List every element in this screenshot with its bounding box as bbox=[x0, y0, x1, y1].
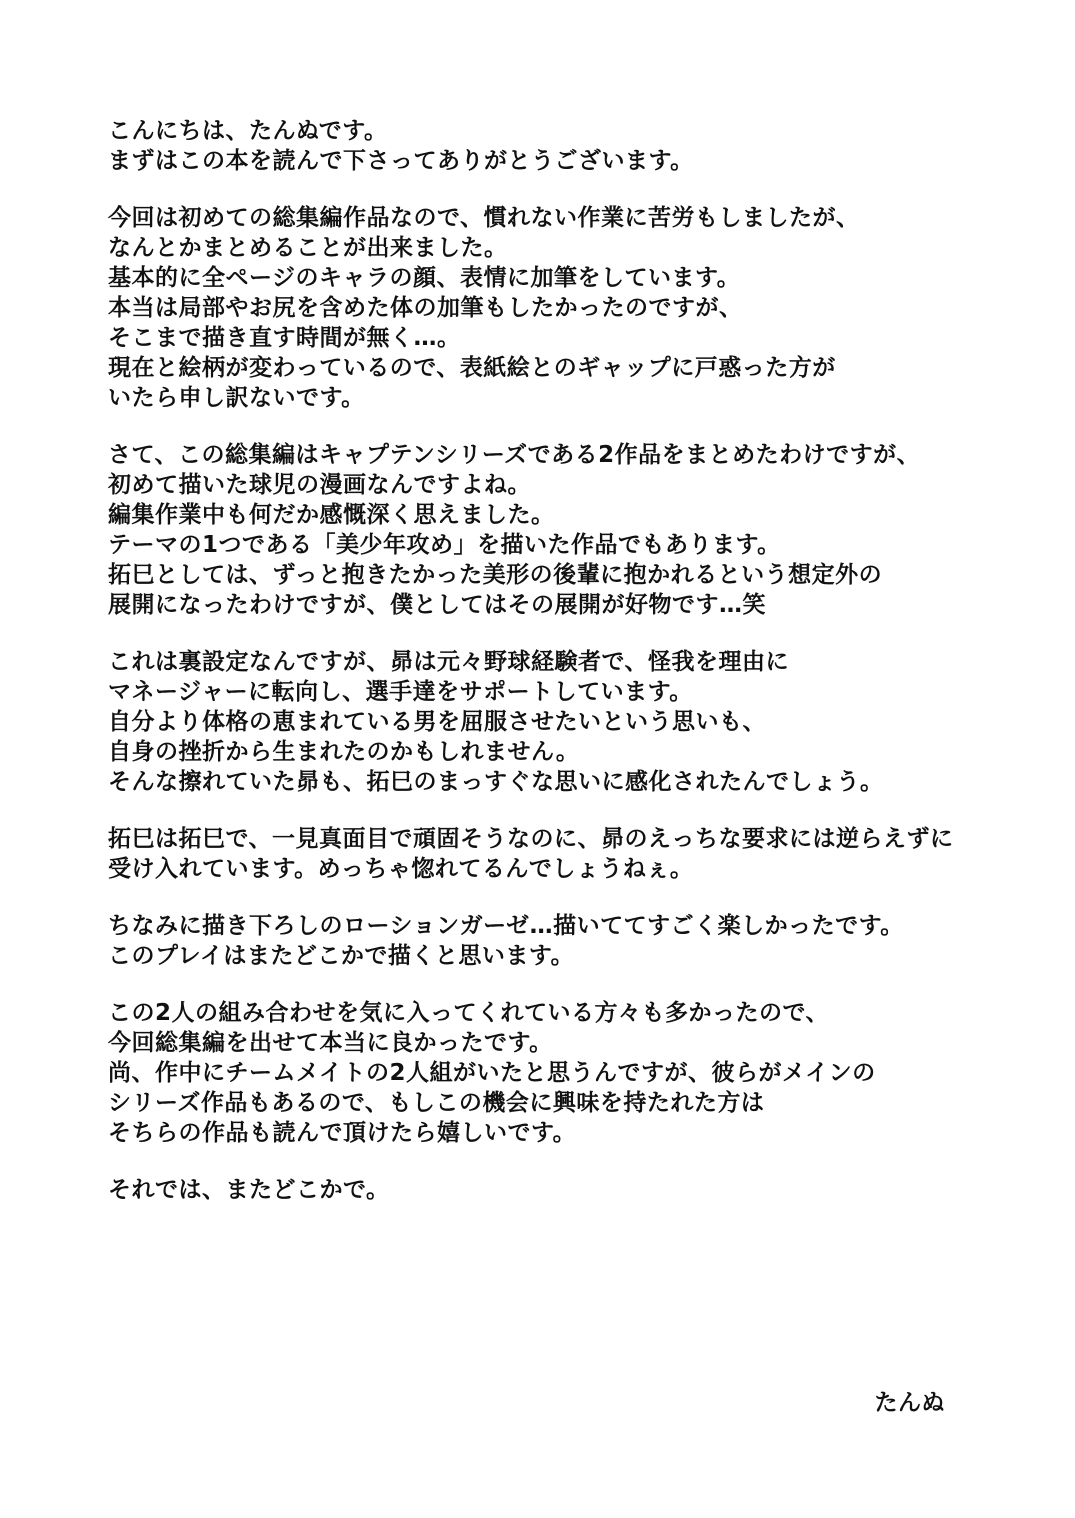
paragraph-thanks bbox=[108, 998, 1008, 1148]
text-line: なんとかまとめることが出来ました。 bbox=[108, 235, 508, 261]
text-line: 基本的に全ページのキャラの顔、表情に加筆をしています。 bbox=[108, 265, 741, 291]
paragraph-compilation bbox=[108, 203, 1008, 413]
text-line: 受け入れています。めっちゃ惚れてるんでしょうねぇ。 bbox=[108, 856, 694, 882]
text-line: 今回総集編を出せて本当に良かったです。 bbox=[108, 1030, 553, 1056]
text-line: さて、この総集編はキャプテンシリーズである2作品をまとめたわけですが、 bbox=[108, 442, 921, 468]
text-line: この2人の組み合わせを気に入ってくれている方々も多かったので、 bbox=[108, 1000, 830, 1026]
text-line: まずはこの本を読んで下さってありがとうございます。 bbox=[108, 148, 694, 174]
text-line: こんにちは、たんぬです。 bbox=[108, 118, 388, 144]
text-line: これは裏設定なんですが、昴は元々野球経験者で、怪我を理由に bbox=[108, 649, 790, 675]
paragraph-bonus bbox=[108, 911, 1008, 971]
text-line: 拓巳としては、ずっと抱きたかった美形の後輩に抱かれるという想定外の bbox=[108, 562, 883, 588]
paragraph-takumi bbox=[108, 824, 1008, 884]
text-line: 初めて描いた球児の漫画なんですよね。 bbox=[108, 472, 531, 498]
text-line: 拓巳は拓巳で、一見真面目で頑固そうなのに、昴のえっちな要求には逆らえずに bbox=[108, 826, 954, 852]
author-signature: たんぬ bbox=[874, 1390, 945, 1416]
text-line: このプレイはまたどこかで描くと思います。 bbox=[108, 943, 575, 969]
text-line: 本当は局部やお尻を含めた体の加筆もしたかったのですが、 bbox=[108, 295, 743, 321]
paragraph-closing bbox=[108, 1175, 1008, 1205]
text-line: そんな擦れていた昴も、拓巳のまっすぐな思いに感化されたんでしょう。 bbox=[108, 769, 884, 795]
text-line: 自身の挫折から生まれたのかもしれません。 bbox=[108, 739, 580, 765]
paragraph-backstory bbox=[108, 647, 1008, 797]
text-line: いたら申し訳ないです。 bbox=[108, 385, 365, 411]
text-line: 今回は初めての総集編作品なので、慣れない作業に苦労もしましたが、 bbox=[108, 205, 860, 231]
text-line: そちらの作品も読んで頂けたら嬉しいです。 bbox=[108, 1120, 577, 1146]
text-line: ちなみに描き下ろしのローションガーゼ…描いててすごく楽しかったです。 bbox=[108, 913, 904, 939]
text-line: それでは、またどこかで。 bbox=[108, 1177, 390, 1203]
text-line: 自分より体格の恵まれている男を屈服させたいという思いも、 bbox=[108, 709, 766, 735]
text-line: 尚、作中にチームメイトの2人組がいたと思うんですが、彼らがメインの bbox=[108, 1060, 876, 1086]
text-line: マネージャーに転向し、選手達をサポートしています。 bbox=[108, 679, 693, 705]
text-line: そこまで描き直す時間が無く…。 bbox=[108, 325, 461, 351]
text-line: 展開になったわけですが、僕としてはその展開が好物です…笑 bbox=[108, 592, 766, 618]
text-line: 現在と絵柄が変わっているので、表紙絵とのギャップに戸惑った方が bbox=[108, 355, 836, 381]
afterword-body bbox=[108, 116, 1008, 1232]
text-line: テーマの1つである「美少年攻め」を描いた作品でもあります。 bbox=[108, 532, 781, 558]
text-line: シリーズ作品もあるので、もしこの機会に興味を持たれた方は bbox=[108, 1090, 765, 1116]
paragraph-captain-series bbox=[108, 440, 1008, 620]
text-line: 編集作業中も何だか感慨深く思えました。 bbox=[108, 502, 555, 528]
paragraph-greeting bbox=[108, 116, 1008, 176]
